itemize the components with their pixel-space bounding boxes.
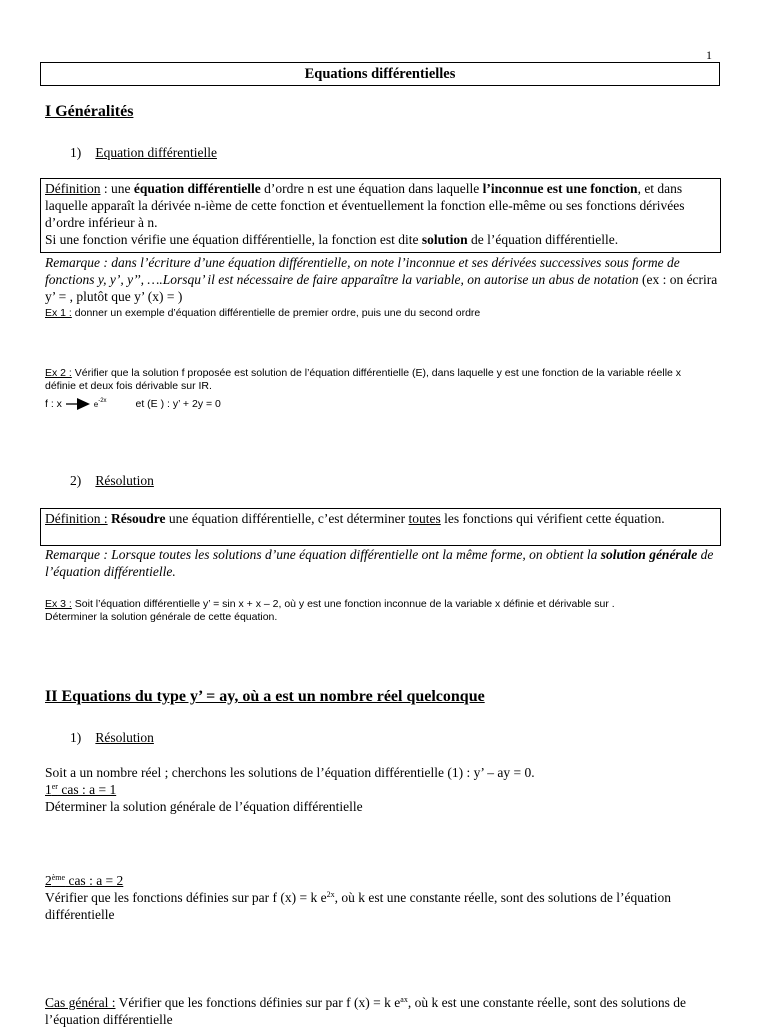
subsection-number: 2) — [70, 473, 82, 488]
remark-paragraph — [45, 254, 725, 305]
subsection-label: Equation différentielle — [95, 145, 217, 160]
maps-to-arrow-icon — [65, 398, 91, 410]
example-label: Ex 1 : — [45, 307, 72, 319]
subsection-label: Résolution — [95, 473, 154, 488]
example-text: Vérifier que la solution f proposée est solution de l’équation différentielle (E), dans laquelle y est une fonction de la variable réelle x définie et deux fois dérivable sur IR. — [45, 367, 682, 392]
example-text: donner un exemple d’équation différentielle de premier ordre, puis une du second ordre — [71, 307, 481, 319]
case-exponent: 2x — [326, 890, 335, 899]
case-ordinal: er — [51, 782, 58, 791]
subsection-number: 1) — [70, 730, 82, 745]
case-1-text: Déterminer la solution générale de l’équation différentielle — [45, 799, 363, 814]
example-text: Soit l’équation différentielle y’ = sin x + x – 2, où y est une fonction inconnue de la variable x définie et dérivable sur . — [71, 598, 615, 610]
page-number: 1 — [706, 48, 712, 62]
remark-term: solution générale — [600, 547, 698, 562]
case-text: Vérifier que les fonctions définies sur par f (x) = k e — [45, 890, 327, 905]
remark-paragraph-2 — [45, 546, 725, 580]
case-condition: cas : a = 1 — [57, 782, 117, 797]
definition-label: Définition : — [45, 511, 108, 526]
general-case — [45, 994, 720, 1028]
definition-text: de l’équation différentielle. — [467, 232, 619, 247]
function-exponent: -2x — [98, 398, 107, 404]
case-2-heading — [45, 872, 720, 889]
case-1-heading — [45, 781, 720, 798]
case-text: , où k est une constante réelle, sont des solutions de l’équation différentielle — [45, 890, 671, 922]
subsection-label: Résolution — [95, 730, 154, 745]
definition-text: : une — [100, 181, 134, 196]
example-text: Déterminer la solution générale de cette équation. — [45, 611, 278, 623]
case-label: Cas général : — [45, 995, 116, 1010]
definition-term: équation différentielle — [133, 181, 261, 196]
example-1 — [45, 307, 715, 320]
page-title: Equations différentielles — [40, 62, 720, 86]
case-number: 1 — [45, 782, 52, 797]
definition-text: Si une fonction vérifie une équation différentielle, la fonction est dite — [45, 232, 422, 247]
case-text: , où k est une constante réelle, sont des solutions de l’équation différentielle — [45, 995, 687, 1027]
subsection-equation-differentielle — [70, 144, 217, 161]
definition-text: , et dans laquelle apparaît la dérivée n-ième de cette fonction et éventuellement la fonction elle-même ou ses fonctions dérivées d’ordre inférieur à n. — [45, 181, 685, 230]
intro-paragraph: Soit a un nombre réel ; cherchons les solutions de l’équation différentielle (1) : y’ – ay = 0. — [45, 765, 535, 780]
case-exponent: ax — [400, 995, 408, 1004]
definition-box — [40, 178, 721, 253]
remark-text: Remarque : Lorsque toutes les solutions d’une équation différentielle ont la même forme, on obtient la — [45, 547, 601, 562]
definition-box-2 — [40, 508, 721, 546]
example-label: Ex 2 : — [45, 367, 72, 379]
subsection-resolution — [70, 472, 154, 489]
case-ordinal: ème — [51, 873, 66, 882]
definition-term: l’inconnue est une fonction — [482, 181, 638, 196]
function-variable: f : x — [45, 398, 62, 410]
example-3 — [45, 598, 715, 624]
example-2 — [45, 367, 695, 393]
example-equation: et (E ) : y’ + 2y = 0 — [135, 398, 221, 410]
definition-term: solution — [421, 232, 468, 247]
remark-text: de l’équation différentielle. — [45, 547, 714, 579]
remark-text: Remarque : dans l’écriture d’une équation différentielle, on note l’inconnue et ses dérivées successives sous forme de fonctions y, y’, y’’, ….Lorsqu’ il est nécessaire de faire apparaître la variable, on autorise un abus de notation — [45, 255, 680, 287]
definition-text: d’ordre n est une équation dans laquelle — [260, 181, 483, 196]
case-number: 2 — [45, 873, 52, 888]
example-2-function — [45, 398, 715, 411]
subsection-resolution-2 — [70, 729, 154, 746]
definition-term: Résoudre — [111, 511, 166, 526]
subsection-number: 1) — [70, 145, 82, 160]
section-heading-generalites: I Généralités — [45, 103, 134, 120]
section-heading-equations-type: II Equations du type y’ = ay, où a est un nombre réel quelconque — [45, 688, 485, 705]
definition-text: une équation différentielle, c’est déterminer — [165, 511, 409, 526]
remark-example: (ex : on écrira y’ = , plutôt que y’ (x) = ) — [45, 272, 718, 304]
definition-text: les fonctions qui vérifient cette équation. — [440, 511, 665, 526]
example-label: Ex 3 : — [45, 598, 72, 610]
case-2-text — [45, 889, 720, 923]
function-expression: e — [93, 400, 99, 409]
case-condition: cas : a = 2 — [65, 873, 124, 888]
definition-emphasis: toutes — [408, 511, 441, 526]
definition-label: Définition — [45, 181, 101, 196]
case-text: Vérifier que les fonctions définies sur par f (x) = k e — [115, 995, 401, 1010]
